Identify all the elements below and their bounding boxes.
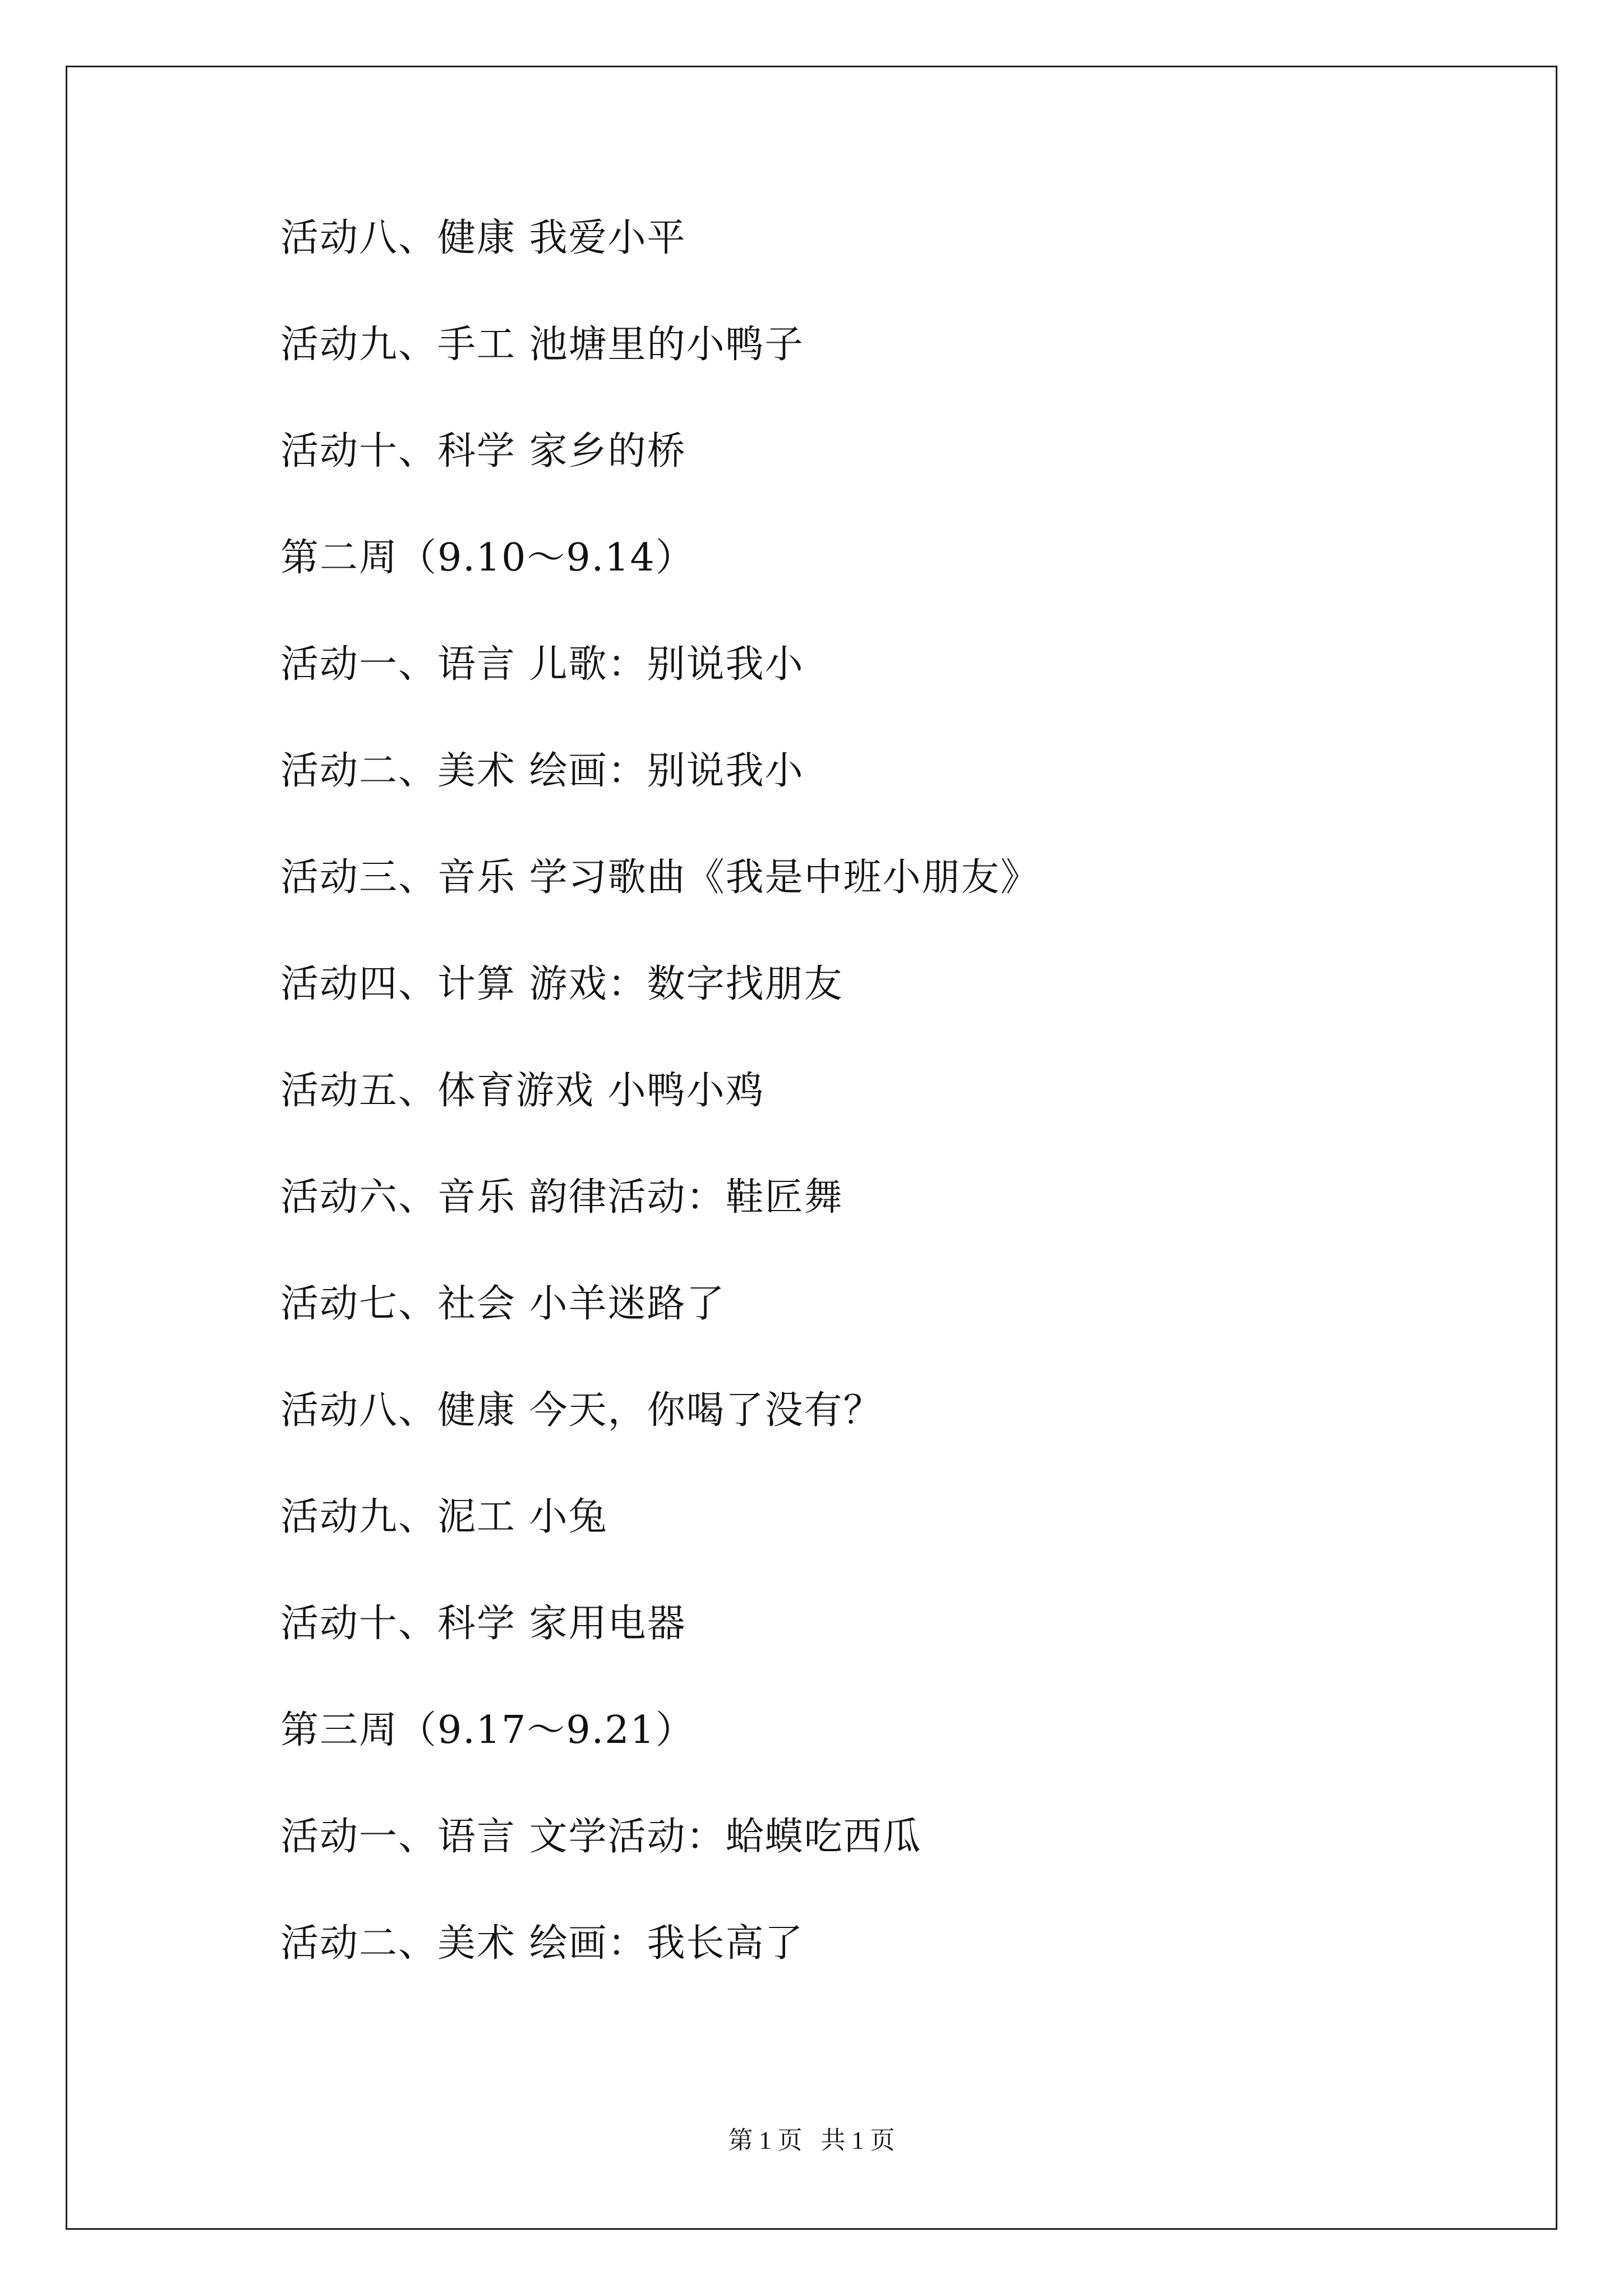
- text-line: 活动八、健康 我爱小平: [280, 216, 686, 260]
- text-line: 活动五、体育游戏 小鸭小鸡: [280, 1069, 765, 1113]
- text-line: 活动六、音乐 韵律活动：鞋匠舞: [280, 1175, 843, 1220]
- text-line: 活动九、泥工 小兔: [280, 1495, 608, 1539]
- text-line: 活动四、计算 游戏：数字找朋友: [280, 962, 843, 1006]
- document-body: [280, 216, 1458, 2028]
- text-line: 活动二、美术 绘画：别说我小: [280, 749, 804, 793]
- text-line: 活动八、健康 今天，你喝了没有？: [280, 1388, 883, 1433]
- text-line: 活动七、社会 小羊迷路了: [280, 1282, 726, 1326]
- week-heading: 第二周（9.10～9.14）: [280, 536, 695, 580]
- text-line: 活动二、美术 绘画：我长高了: [280, 1921, 804, 1966]
- text-line: 活动一、语言 文学活动：蛤蟆吃西瓜: [280, 1815, 922, 1859]
- text-line: 活动三、音乐 学习歌曲《我是中班小朋友》: [280, 855, 1040, 900]
- text-line: 活动九、手工 池塘里的小鸭子: [280, 323, 804, 367]
- page-number-footer: 第 1 页 共 1 页: [728, 2127, 895, 2154]
- week-heading: 第三周（9.17～9.21）: [280, 1708, 695, 1752]
- text-line: 活动十、科学 家乡的桥: [280, 429, 686, 473]
- text-line: 活动一、语言 儿歌：别说我小: [280, 642, 804, 687]
- text-line: 活动十、科学 家用电器: [280, 1602, 686, 1646]
